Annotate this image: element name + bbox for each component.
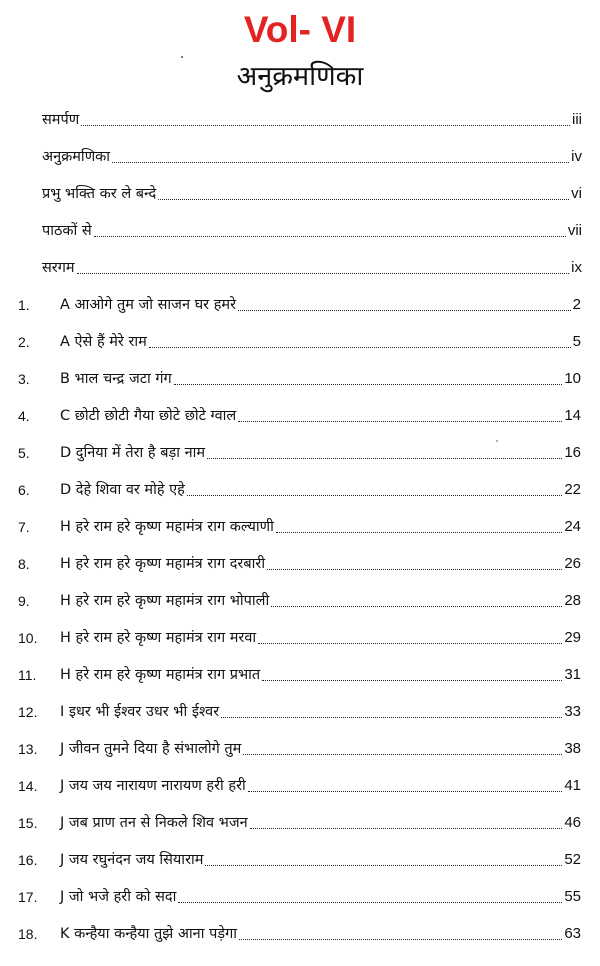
entry-number: 13. [18, 741, 38, 757]
dot-leader [238, 421, 562, 422]
dot-leader [248, 791, 563, 792]
front-matter-row [42, 143, 582, 167]
entry-title: J जो भजे हरी को सदा [60, 889, 177, 905]
dot-leader [267, 569, 562, 570]
entry-page-number: 28 [564, 592, 581, 609]
dot-leader [238, 310, 571, 311]
entry-number: 9. [18, 593, 30, 609]
entry-page-number: 2 [572, 296, 581, 313]
front-matter-row [42, 217, 582, 241]
entry-page-number: iv [571, 148, 582, 165]
dot-leader [77, 273, 570, 274]
entry-title: H हरे राम हरे कृष्ण महामंत्र राग मरवा [60, 630, 257, 646]
entry-title: C छोटी छोटी गैया छोटे छोटे ग्वाल [60, 408, 237, 424]
entry-page-number: 52 [564, 851, 581, 868]
dot-leader [250, 828, 563, 829]
entry-number: 11. [18, 667, 37, 683]
entry-page-number: 24 [564, 518, 581, 535]
contents-row [18, 809, 581, 833]
entry-number: 3. [18, 371, 30, 387]
dot-leader [258, 643, 562, 644]
entry-title: D देहे शिवा वर मोहे एहे [60, 482, 185, 498]
front-matter-row [42, 254, 582, 278]
contents-row [18, 513, 581, 537]
contents-row [18, 365, 581, 389]
entry-number: 17. [18, 889, 38, 905]
entry-page-number: 38 [564, 740, 581, 757]
contents-row [18, 772, 581, 796]
dot-leader [158, 199, 569, 200]
front-matter-row [42, 106, 582, 130]
entry-number: 5. [18, 445, 30, 461]
volume-heading: Vol- VI [243, 9, 357, 50]
entry-page-number: 14 [564, 407, 581, 424]
dot-leader [178, 902, 562, 903]
front-matter-row [42, 180, 582, 204]
contents-row [18, 920, 581, 944]
entry-title: B भाल चन्द्र जटा गंग [60, 371, 172, 387]
entry-title: K कन्हैया कन्हैया तुझे आना पड़ेगा [60, 926, 237, 942]
contents-row [18, 883, 581, 907]
entry-title: J जब प्राण तन से निकले शिव भजन [60, 815, 248, 831]
contents-row [18, 328, 581, 352]
entry-title: प्रभु भक्ति कर ले बन्दे [42, 186, 157, 202]
entry-number: 2. [18, 334, 30, 350]
contents-row [18, 550, 581, 574]
dot-leader [187, 495, 562, 496]
dot-leader [205, 865, 562, 866]
entry-number: 15. [18, 815, 38, 831]
dot-leader [221, 717, 562, 718]
dot-leader [149, 347, 571, 348]
dot-leader [174, 384, 563, 385]
contents-row [18, 698, 581, 722]
entry-page-number: iii [572, 111, 582, 128]
entry-page-number: vi [571, 185, 582, 202]
entry-title: H हरे राम हरे कृष्ण महामंत्र राग दरबारी [60, 556, 266, 572]
entry-page-number: 55 [564, 888, 581, 905]
contents-row [18, 661, 581, 685]
entry-number: 10. [18, 630, 38, 646]
entry-page-number: ix [571, 259, 582, 276]
entry-page-number: 63 [564, 925, 581, 942]
entry-number: 8. [18, 556, 30, 572]
entry-number: 7. [18, 519, 30, 535]
dot-leader [94, 236, 566, 237]
entry-title: A ऐसे हैं मेरे राम [60, 334, 147, 350]
entry-page-number: 5 [572, 333, 581, 350]
contents-row [18, 735, 581, 759]
entry-title: पाठकों से [42, 223, 92, 239]
entry-title: सरगम [42, 260, 75, 276]
entry-page-number: 29 [564, 629, 581, 646]
contents-row [18, 624, 581, 648]
entry-page-number: 10 [564, 370, 581, 387]
dot-leader [81, 125, 570, 126]
dot-leader [112, 162, 569, 163]
entry-page-number: 16 [564, 444, 581, 461]
entry-title: H हरे राम हरे कृष्ण महामंत्र राग कल्याणी [60, 519, 274, 535]
contents-row [18, 476, 581, 500]
entry-page-number: 31 [564, 666, 581, 683]
entry-title: I इधर भी ईश्वर उधर भी ईश्वर [60, 704, 220, 720]
index-heading: अनुक्रमणिका [236, 61, 364, 92]
dot-leader [207, 458, 562, 459]
entry-number: 4. [18, 408, 30, 424]
entry-number: 6. [18, 482, 30, 498]
entry-title: D दुनिया में तेरा है बड़ा नाम [60, 445, 206, 461]
entry-page-number: 41 [564, 777, 581, 794]
entry-number: 16. [18, 852, 38, 868]
entry-page-number: 33 [564, 703, 581, 720]
dot-leader [243, 754, 562, 755]
contents-row [18, 291, 581, 315]
dot-leader [239, 939, 562, 940]
entry-title: H हरे राम हरे कृष्ण महामंत्र राग प्रभात [60, 667, 261, 683]
contents-row [18, 846, 581, 870]
contents-row [18, 587, 581, 611]
contents-row [18, 439, 581, 463]
entry-title: H हरे राम हरे कृष्ण महामंत्र राग भोपाली [60, 593, 270, 609]
entry-page-number: 26 [564, 555, 581, 572]
dot-leader [262, 680, 562, 681]
entry-number: 14. [18, 778, 38, 794]
entry-title: J जय रघुनंदन जय सियाराम [60, 852, 204, 868]
entry-title: J जीवन तुमने दिया है संभालोगे तुम [60, 741, 242, 757]
entry-page-number: vii [567, 222, 582, 239]
dot-leader [271, 606, 562, 607]
entry-number: 12. [18, 704, 38, 720]
entry-title: समर्पण [42, 112, 80, 128]
entry-title: A आओगे तुम जो साजन घर हमरे [60, 297, 237, 313]
entry-title: अनुक्रमणिका [42, 149, 111, 165]
entry-number: 1. [18, 297, 30, 313]
entry-page-number: 46 [564, 814, 581, 831]
entry-title: J जय जय नारायण नारायण हरी हरी [60, 778, 246, 794]
entry-number: 18. [18, 926, 38, 942]
dot-leader [276, 532, 562, 533]
contents-row [18, 402, 581, 426]
entry-page-number: 22 [564, 481, 581, 498]
